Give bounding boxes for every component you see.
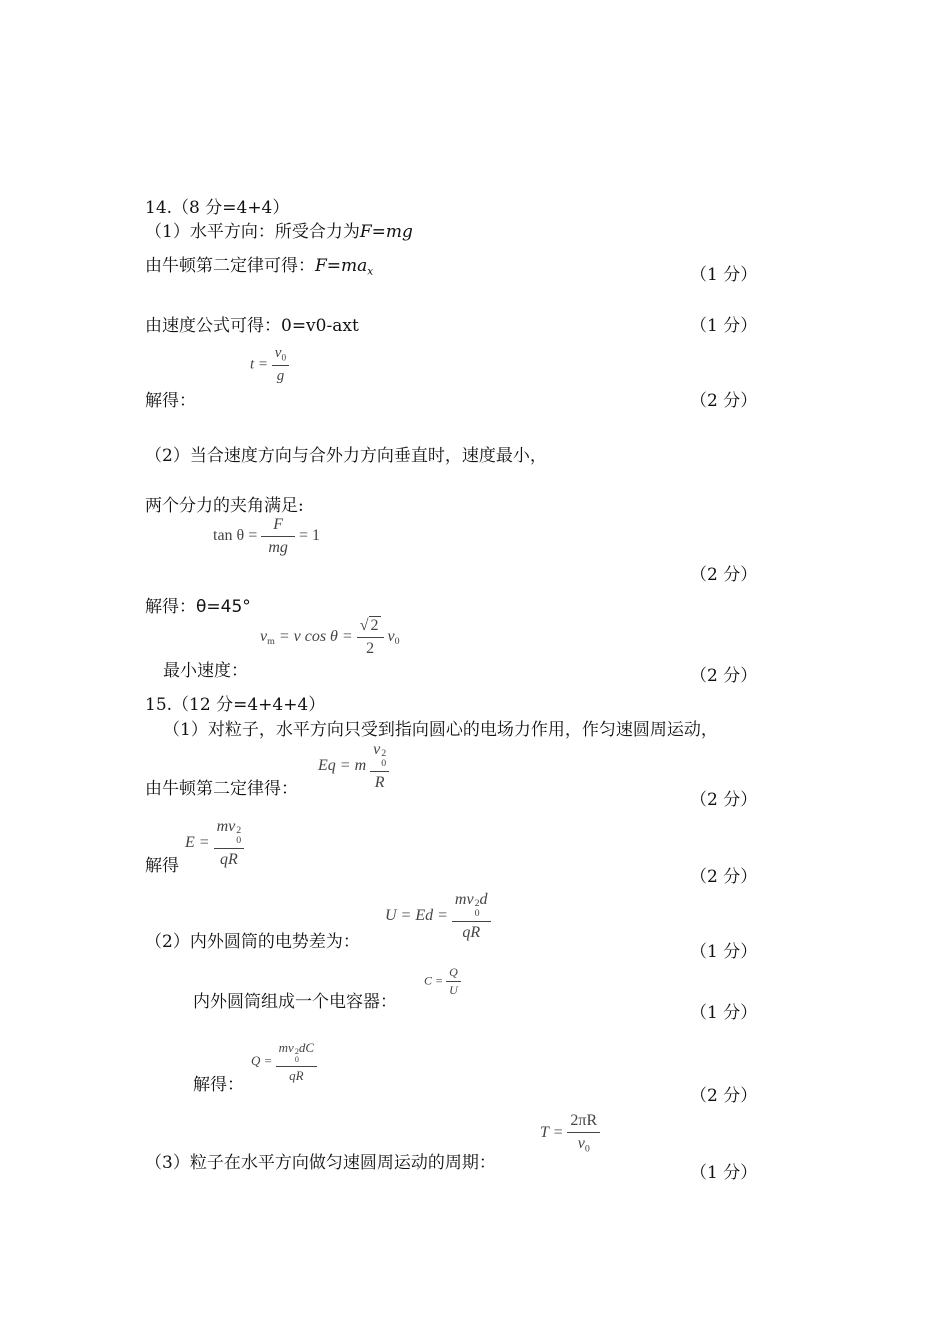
q15-t-points: （1 分）: [690, 1163, 758, 1183]
q14-tan-num: F: [261, 516, 295, 537]
q15-u-lhs: U = Ed =: [385, 906, 448, 924]
q14-tan-fraction: [261, 516, 295, 556]
q15-eq-lhs: Eq = m: [318, 756, 367, 774]
q15-q-lhs: Q =: [251, 1053, 273, 1068]
q15-u-points: （1 分）: [690, 942, 758, 962]
q14-vmin-mid: = v cos θ =: [278, 627, 353, 645]
q14-theta-value: θ=45°: [196, 597, 251, 617]
q14-t-equation: [250, 345, 289, 385]
q15-u-equation: [385, 891, 491, 941]
q14-t-num-sub: 0: [281, 353, 287, 364]
q14-vmin-lhs-sub: m: [267, 636, 275, 648]
q15-e-label: 解得: [145, 856, 179, 876]
q14-vmin-den: 2: [366, 639, 375, 657]
q14-vmin-lhs: v: [260, 627, 268, 645]
q15-u-num: mv: [454, 891, 474, 908]
q14-tan-rhs: = 1: [299, 526, 321, 544]
q14-newton-formula: F=ma: [315, 256, 368, 276]
q15-q-fraction: [276, 1041, 317, 1083]
q15-header: 15.（12 分=4+4+4）: [145, 695, 326, 715]
q14-velocity-text: 由速度公式可得：: [145, 316, 281, 336]
q15-eq-fraction: [370, 741, 389, 791]
q15-u-num-tail: d: [479, 891, 488, 908]
q15-capacitor-label: 内外圆筒组成一个电容器：: [193, 992, 397, 1012]
q14-vmin-label: 最小速度：: [163, 661, 248, 681]
q14-tan-points: （2 分）: [690, 565, 758, 585]
q14-velocity-points: （1 分）: [690, 316, 758, 336]
q15-t-den-sub: 0: [584, 1143, 590, 1155]
q15-u-num-sub: 0: [474, 907, 480, 919]
q15-eq-den: R: [374, 773, 385, 791]
q15-c-points: （1 分）: [690, 1003, 758, 1023]
q14-vmin-equation: [260, 617, 400, 657]
q15-e-fraction: [214, 818, 245, 868]
q15-eq-num: v: [373, 741, 381, 758]
q15-q-points: （2 分）: [690, 1086, 758, 1106]
q15-eq-equation: [318, 741, 389, 791]
q14-newton-subscript: x: [367, 265, 374, 278]
q15-q-equation: [251, 1041, 317, 1083]
q14-part2-line2: 两个分力的夹角满足:: [145, 496, 304, 516]
q14-t-num: v: [274, 345, 282, 361]
q15-c-den: U: [449, 983, 458, 998]
q15-eq-num-sup: 2: [381, 747, 387, 759]
q14-force-formula: F=mg: [359, 222, 413, 242]
q15-eq-num-sub: 0: [381, 757, 387, 769]
q15-u-fraction: [452, 891, 491, 941]
q15-e-den: qR: [219, 850, 238, 868]
q15-q-num-sub: 0: [294, 1054, 299, 1064]
q14-tan-den: mg: [268, 538, 288, 556]
q15-newton-text: 由牛顿第二定律得：: [145, 779, 298, 799]
q14-vmin-tail-sub: 0: [394, 636, 400, 648]
q14-velocity-formula: 0=v0-axt: [281, 316, 359, 336]
q15-t-fraction: [567, 1112, 600, 1155]
q15-q-label: 解得：: [193, 1075, 244, 1095]
q15-u-den: qR: [462, 923, 481, 941]
q15-part3-label: （3）粒子在水平方向做匀速圆周运动的周期：: [145, 1153, 496, 1173]
q14-t-fraction: [272, 345, 289, 385]
q15-e-num-sup: 2: [236, 824, 242, 836]
q14-tan-equation: [213, 516, 320, 556]
q15-e-num-sub: 0: [236, 834, 242, 846]
q14-t-points: （2 分）: [690, 391, 758, 411]
q15-eq-points: （2 分）: [690, 790, 758, 810]
q15-q-num: mv: [278, 1040, 294, 1055]
q15-c-fraction: [446, 966, 461, 997]
q14-vmin-points: （2 分）: [690, 666, 758, 686]
q15-part2-label: （2）内外圆筒的电势差为：: [145, 932, 360, 952]
q15-q-den: qR: [289, 1067, 304, 1083]
q15-c-lhs: C =: [424, 973, 444, 988]
q14-newton-points: （1 分）: [690, 265, 758, 285]
q14-part1-line: [145, 217, 413, 242]
q14-newton-text: 由牛顿第二定律可得：: [145, 256, 315, 276]
q14-t-den: g: [276, 368, 285, 385]
q14-part2-line1: （2）当合速度方向与合外力方向垂直时，速度最小，: [145, 446, 547, 466]
q14-t-lhs: t =: [250, 356, 269, 373]
q14-tan-lhs: tan θ =: [213, 526, 258, 544]
q14-part1-text: （1）水平方向：所受合力为: [145, 222, 360, 242]
q15-t-num: 2πR: [567, 1112, 600, 1133]
q15-u-num-sup: 2: [474, 897, 480, 909]
q15-c-num: Q: [446, 966, 461, 982]
q15-t-lhs: T =: [540, 1124, 564, 1142]
q15-c-equation: [424, 966, 461, 997]
q15-q-num-sup: 2: [294, 1046, 299, 1056]
q14-theta-line: [145, 592, 251, 617]
q14-velocity-line: [145, 311, 359, 336]
q15-t-equation: [540, 1112, 600, 1155]
q15-e-points: （2 分）: [690, 867, 758, 887]
q14-header: 14.（8 分=4+4）: [145, 198, 290, 218]
q15-e-num: mv: [216, 818, 236, 835]
q15-e-equation: [185, 818, 244, 868]
q14-vmin-tail: v: [387, 627, 395, 645]
q14-vmin-num: 2: [370, 617, 379, 634]
q14-solve-label: 解得：: [145, 391, 196, 411]
q14-theta-label: 解得：: [145, 597, 196, 617]
q15-part1-line1: （1）对粒子，水平方向只受到指向圆心的电场力作用，作匀速圆周运动，: [163, 720, 718, 740]
q14-newton-line: [145, 251, 373, 278]
q15-t-den: v: [577, 1134, 585, 1152]
q15-q-num-tail: dC: [298, 1040, 315, 1055]
q14-vmin-fraction: $\frac{√ 2}{2}$: [357, 617, 384, 657]
q15-e-lhs: E =: [185, 833, 210, 851]
